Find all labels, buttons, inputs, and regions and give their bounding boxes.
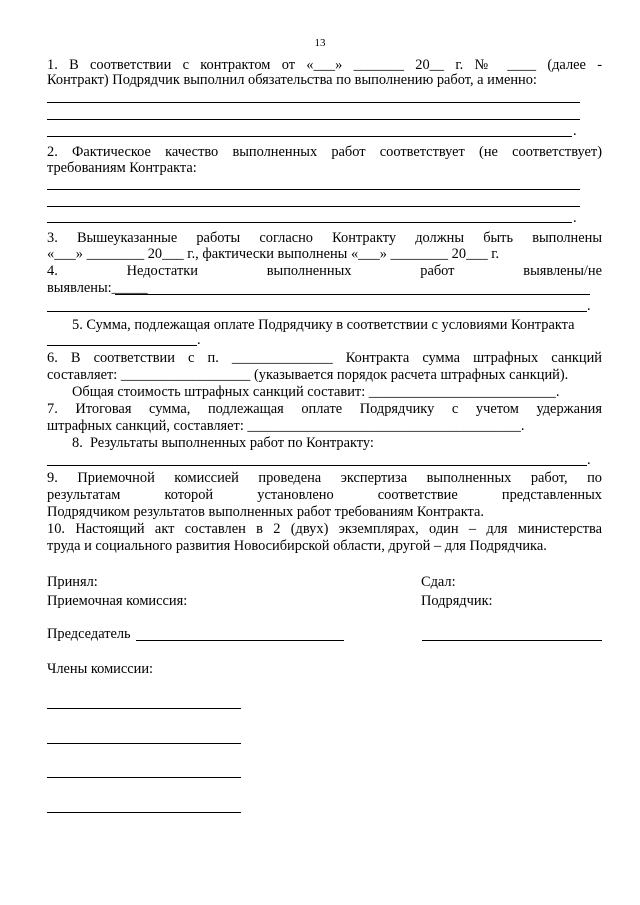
item-3-line-1: 3. Вышеуказанные работы согласно Контракту должны быть выполнены: [47, 230, 602, 246]
contractor-label: Подрядчик:: [421, 593, 493, 609]
item-9-line-2: результатам которой установлено соответствие представленных: [47, 487, 602, 503]
blank-line: [47, 189, 580, 190]
item-10-line-1: 10. Настоящий акт составлен в 2 (двух) экземплярах, один – для министерства: [47, 521, 602, 537]
member-signature-line: [47, 777, 241, 778]
item-10-line-2: труда и социального развития Новосибирской области, другой – для Подрядчика.: [47, 538, 547, 554]
item-6-line-3: Общая стоимость штрафных санкций составит: __________________________.: [72, 384, 560, 400]
page-number: 13: [314, 37, 326, 49]
item-6-line-2: составляет: __________________ (указывается порядок расчета штрафных санкций).: [47, 367, 569, 383]
item-7-line-2: штрафных санкций, составляет: ______________________________________.: [47, 418, 525, 434]
blank-line: [115, 294, 590, 295]
member-signature-line: [47, 708, 241, 709]
member-signature-line: [47, 812, 241, 813]
period: .: [197, 332, 201, 348]
item-2-line-2: требованиям Контракта:: [47, 160, 197, 176]
item-3-line-2: «___» ________ 20___ г., фактически выполнены «___» ________ 20___ г.: [47, 246, 500, 262]
item-4-line-1: 4. Недостатки выполненных работ выявлены/не: [47, 263, 602, 279]
blank-line: [47, 206, 580, 207]
period: .: [573, 123, 577, 139]
member-signature-line: [47, 743, 241, 744]
period: .: [573, 210, 577, 226]
item-7-line-1: 7. Итоговая сумма, подлежащая оплате Подрядчику с учетом удержания: [47, 401, 602, 417]
item-6-line-1: 6. В соответствии с п. ______________ Контракта сумма штрафных санкций: [47, 350, 602, 366]
contractor-signature-line: [422, 640, 602, 641]
item-9-line-3: Подрядчиком результатов выполненных работ требованиям Контракта.: [47, 504, 484, 520]
blank-line: [47, 465, 587, 466]
item-8-line-1: 8. Результаты выполненных работ по Контракту:: [72, 435, 374, 451]
acceptance-committee-label: Приемочная комиссия:: [47, 593, 188, 609]
item-9-line-1: 9. Приемочной комиссией проведена экспертиза выполненных работ, по: [47, 470, 602, 486]
chairman-label: Председатель: [47, 626, 131, 642]
members-label: Члены комиссии:: [47, 661, 154, 677]
blank-line: [47, 102, 580, 103]
blank-line: [47, 119, 580, 120]
item-1-line-2: Контракт) Подрядчик выполнил обязательства по выполнению работ, а именно:: [47, 72, 537, 88]
item-2-line-1: 2. Фактическое качество выполненных работ соответствует (не соответствует): [47, 144, 602, 160]
accepted-label: Принял:: [47, 574, 98, 590]
item-4-line-2: выявлены:_____: [47, 280, 148, 296]
period: .: [587, 452, 591, 468]
handed-over-label: Сдал:: [421, 574, 456, 590]
period: .: [587, 298, 591, 314]
item-5-line-1: 5. Сумма, подлежащая оплате Подрядчику в соответствии с условиями Контракта: [72, 317, 575, 333]
blank-line: [47, 345, 197, 346]
chairman-signature-line: [136, 640, 344, 641]
blank-line: [47, 222, 572, 223]
blank-line: [47, 136, 572, 137]
item-1-line-1: 1. В соответствии с контрактом от «___» _______ 20__ г. № ____ (далее -: [47, 57, 602, 73]
blank-line: [47, 311, 587, 312]
